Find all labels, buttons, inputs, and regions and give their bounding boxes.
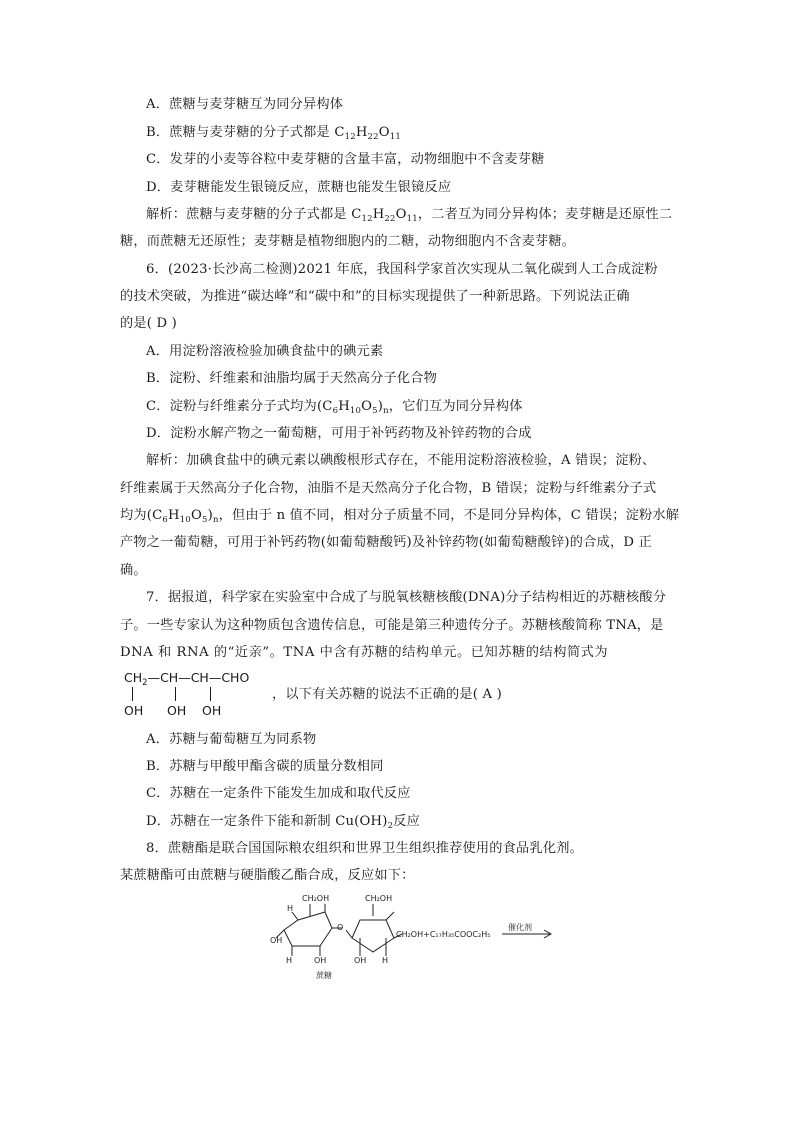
sucrose-structure-drawing <box>270 890 570 990</box>
q6-stem-line-2: 的技术突破，为推进“碳达峰”和“碳中和”的目标实现提供了一种新思路。下列说法正确 <box>120 289 630 304</box>
bond-line <box>132 687 133 701</box>
q6-analysis-line-1: 解析：加碘食盐中的碘元素以碘酸根形式存在，不能用淀粉溶液检验，A 错误；淀粉、 <box>146 453 656 468</box>
q7-stem-line-4: ，以下有关苏糖的说法不正确的是( A ) <box>272 687 503 702</box>
q5-option-b: B．蔗糖与麦芽糖的分子式都是 $C_{12}H_{22}O_{11}$ <box>146 125 401 142</box>
q7-option-d: D．苏糖在一定条件下能和新制 $Cu(OH)_2$反应 <box>146 814 420 831</box>
q5-analysis-line-2: 糖，而蔗糖无还原性；麦芽糖是植物细胞内的二糖，动物细胞内不含麦芽糖。 <box>120 234 576 249</box>
q6-analysis-line-2: 纤维素属于天然高分子化合物，油脂不是天然高分子化合物，B 错误；淀粉与纤维素分子式 <box>120 481 657 496</box>
q7-stem-line-3: DNA 和 RNA 的“近亲”。TNA 中含有苏糖的结构单元。已知苏糖的结构简式为 <box>120 645 609 660</box>
q5-option-a: A．蔗糖与麦芽糖互为同分异构体 <box>146 97 344 112</box>
bond-line <box>175 687 176 701</box>
q6-option-b: B．淀粉、纤维素和油脂均属于天然高分子化合物 <box>146 371 438 386</box>
q7-option-a: A．苏糖与葡萄糖互为同系物 <box>146 732 317 747</box>
q8-stem-line-2: 某蔗糖酯可由蔗糖与硬脂酸乙酯合成，反应如下： <box>120 868 415 883</box>
q6-option-d: D．淀粉水解产物之一葡萄糖，可用于补钙药物及补锌药物的合成 <box>146 426 532 441</box>
q7-stem-line-2: 子。一些专家认为这种物质包含遗传信息，可能是第三种遗传分子。苏糖核酸简称 TNA，是 <box>120 618 664 633</box>
bond-line <box>210 687 211 701</box>
q6-analysis-line-3: 均为$(C_6H_{10}O_5)_n$，但由于 n 值不同，相对分子质量不同，不是同分异构体，C 错误；淀粉水解 <box>120 508 680 525</box>
q5-option-c: C．发芽的小麦等谷粒中麦芽糖的含量丰富，动物细胞中不含麦芽糖 <box>146 152 545 167</box>
q7-stem-line-1: 7．据报道，科学家在实验室中合成了与脱氧核糖核酸(DNA)分子结构相近的苏糖核酸分 <box>146 590 667 605</box>
threose-structural-formula: $CH_2—CH—CH—CHO$ OH OH OH <box>124 670 250 718</box>
q5-option-d: D．麦芽糖能发生银镜反应，蔗糖也能发生银镜反应 <box>146 180 452 195</box>
q6-analysis-line-4: 产物之一葡萄糖，可用于补钙药物(如葡萄糖酸钙)及补锌药物(如葡萄糖酸锌)的合成，D 正 <box>120 535 652 550</box>
q6-option-c: C．淀粉与纤维素分子式均为$(C_6H_{10}O_5)_n$，它们互为同分异构体 <box>146 399 523 416</box>
q8-stem-line-1: 8．蔗糖酯是联合国国际粮农组织和世界卫生组织推荐使用的食品乳化剂。 <box>146 841 583 856</box>
q5-analysis-line-1: 解析：蔗糖与麦芽糖的分子式都是 $C_{12}H_{22}O_{11}$，二者互为同分异构体；麦芽糖是还原性二 <box>146 207 673 224</box>
sucrose-reaction-scheme: CH₂OH CH₂OH H O OH H OH OH H CH₂OH+C₁₇H₃₅COOC₂H₅ 催化剂 蔗糖 <box>270 890 570 990</box>
q6-analysis-line-5: 确。 <box>120 563 147 578</box>
q7-option-b: B．苏糖与甲酸甲酯含碳的质量分数相同 <box>146 759 384 774</box>
q6-option-a: A．用淀粉溶液检验加碘食盐中的碘元素 <box>146 344 384 359</box>
q6-stem-line-1: 6．(2023·长沙高二检测)2021 年底，我国科学家首次实现从二氧化碳到人工合成淀粉 <box>146 262 658 277</box>
q6-stem-line-3: 的是( D ) <box>120 316 178 331</box>
q7-option-c: C．苏糖在一定条件下能发生加成和取代反应 <box>146 786 411 801</box>
